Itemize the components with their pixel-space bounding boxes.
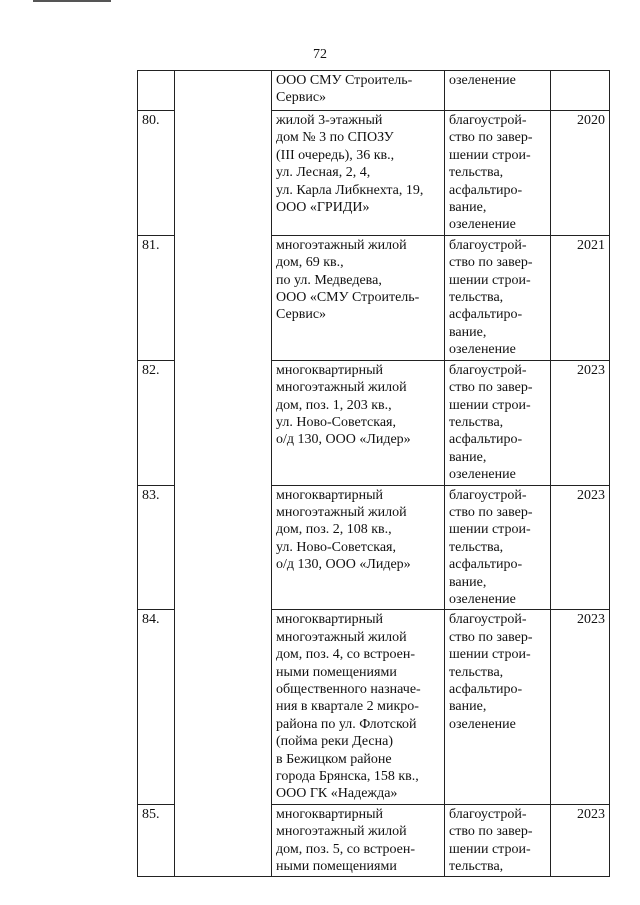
object-cell: ООО СМУ Строитель- Сервис» <box>272 71 445 111</box>
row-number-cell: 85. <box>138 804 175 877</box>
row-number-cell: 83. <box>138 485 175 610</box>
works-cell: благоустрой- ство по завер- шении строи- тельства, асфальтиро- вание, озеленение <box>445 111 551 236</box>
year-cell: 2021 <box>551 235 610 360</box>
object-cell: многоквартирный многоэтажный жилой дом, поз. 4, со встроен- ными помещениями общественного назначе- ния в квартале 2 микро- района по ул. Флотской (пойма реки Десна) в Бежицком районе города Брянска, 158 кв., ООО ГК «Надежда» <box>272 610 445 804</box>
year-cell <box>551 71 610 111</box>
registry-table <box>137 70 610 877</box>
year-cell: 2023 <box>551 360 610 485</box>
works-cell: благоустрой- ство по завер- шении строи- тельства, асфальтиро- вание, озеленение <box>445 485 551 610</box>
year-cell: 2023 <box>551 485 610 610</box>
object-cell: жилой 3-этажный дом № 3 по СПОЗУ (III очередь), 36 кв., ул. Лесная, 2, 4, ул. Карла Либкнехта, 19, ООО «ГРИДИ» <box>272 111 445 236</box>
object-cell: многоквартирный многоэтажный жилой дом, поз. 2, 108 кв., ул. Ново-Советская, о/д 130, ООО «Лидер» <box>272 485 445 610</box>
table-row <box>138 71 610 111</box>
row-number-cell: 80. <box>138 111 175 236</box>
year-cell: 2023 <box>551 610 610 804</box>
object-cell: многоквартирный многоэтажный жилой дом, поз. 1, 203 кв., ул. Ново-Советская, о/д 130, ООО «Лидер» <box>272 360 445 485</box>
works-cell: благоустрой- ство по завер- шении строи- тельства, асфальтиро- вание, озеленение <box>445 360 551 485</box>
object-cell: многоквартирный многоэтажный жилой дом, поз. 5, со встроен- ными помещениями <box>272 804 445 877</box>
row-number-cell <box>138 71 175 111</box>
row-number-cell: 81. <box>138 235 175 360</box>
object-cell: многоэтажный жилой дом, 69 кв., по ул. Медведева, ООО «СМУ Строитель- Сервис» <box>272 235 445 360</box>
works-cell: благоустрой- ство по завер- шении строи- тельства, <box>445 804 551 877</box>
works-cell: благоустрой- ство по завер- шении строи- тельства, асфальтиро- вание, озеленение <box>445 235 551 360</box>
year-cell: 2023 <box>551 804 610 877</box>
registry-table-body <box>138 71 610 877</box>
row-number-cell: 82. <box>138 360 175 485</box>
works-cell: озеленение <box>445 71 551 111</box>
year-cell: 2020 <box>551 111 610 236</box>
works-cell: благоустрой- ство по завер- шении строи- тельства, асфальтиро- вание, озеленение <box>445 610 551 804</box>
empty-cell <box>175 71 272 877</box>
row-number-cell: 84. <box>138 610 175 804</box>
page-number: 72 <box>313 47 327 62</box>
top-rule <box>33 0 111 2</box>
